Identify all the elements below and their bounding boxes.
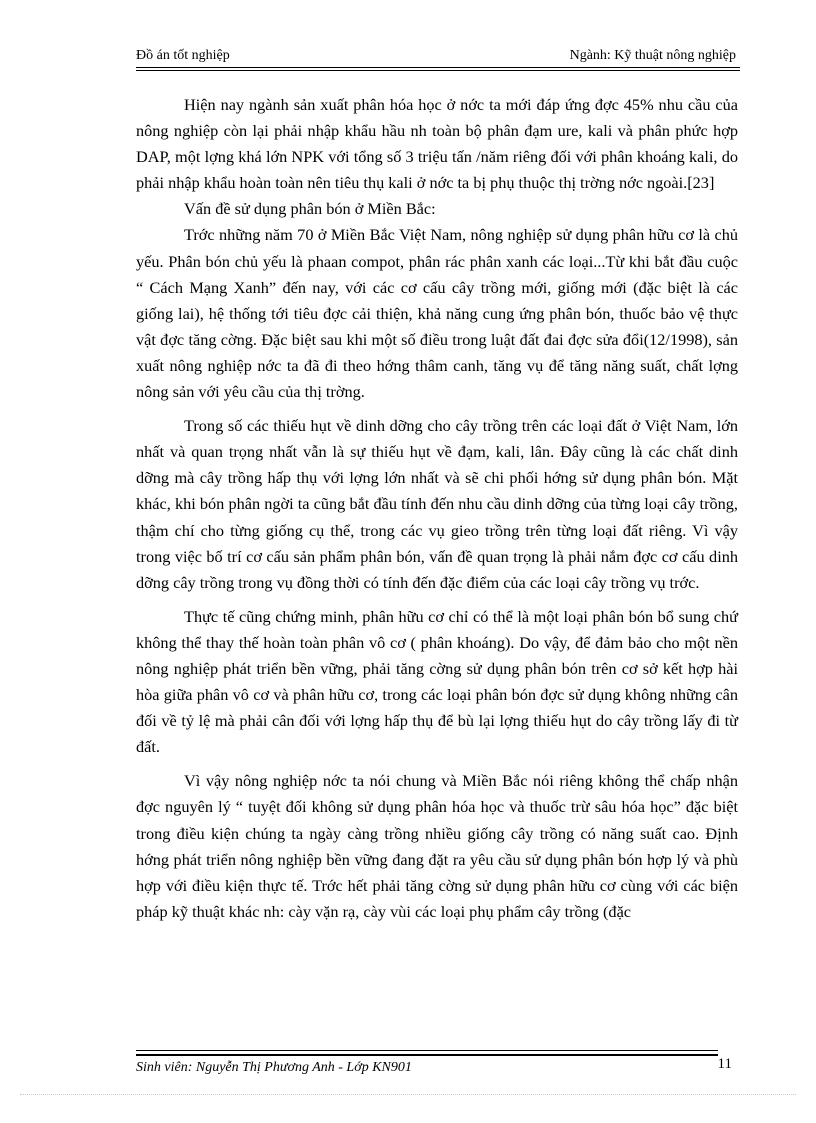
paragraph-6: Vì vậy nông nghiệp nớc ta nói chung và Miền Bắc nói riêng không thể chấp nhận đợc nguyên lý “ tuyệt đối không sử dụng phân hóa học và thuốc trừ sâu hóa học” đặc biệt trong điều kiện chúng ta ngày càng trồng nhiều giống cây trồng có năng suất cao. Định hớng phát triển nông nghiệp bền vững đang đặt ra yêu cầu sử dụng phân bón hợp lý và phù hợp với điều kiện thực tế. Trớc hết phải tăng cờng sử dụng phân hữu cơ cùng với các biện pháp kỹ thuật khác nh: cày vặn rạ, cày vùi các loại phụ phẩm cây trồng (đặc <box>136 771 738 921</box>
page-footer <box>136 1050 740 1080</box>
footer-rule-thick <box>136 1054 718 1056</box>
paragraph-5: Thực tế cũng chứng minh, phân hữu cơ chỉ có thể là một loại phân bón bổ sung chứ không thể thay thế hoàn toàn phân vô cơ ( phân khoáng). Do vậy, để đảm bảo cho một nền nông nghiệp phát triển bền vững, phải tăng cờng sử dụng phân bón trên cơ sở kết hợp hài hòa giữa phân vô cơ và phân hữu cơ, trong các loại phân bón đợc sử dụng không những cân đối về tỷ lệ mà phải cân đối với lợng hấp thụ để bù lại lợng thiếu hụt do cây trồng lấy đi từ đất. <box>136 606 738 757</box>
paragraph-4: Trong số các thiếu hụt về dinh dỡng cho cây trồng trên các loại đất ở Việt Nam, lớn nhất và quan trọng nhất vẫn là sự thiếu hụt về đạm, kali, lân. Đây cũng là các chất dinh dỡng mà cây trồng hấp thụ với lợng lớn nhất và sẽ chi phối hớng sử dụng phân bón. Mặt khác, khi bón phân ngời ta cũng bắt đầu tính đến nhu cầu dinh dỡng của từng loại cây trồng, thậm chí cho từng giống cụ thể, trong các vụ gieo trồng trên từng loại đất riêng. Vì vậy trong việc bố trí cơ cấu sản phẩm phân bón, vấn đề quan trọng là phải nắm đợc cơ cấu dinh dỡng cây trồng trong vụ đồng thời có tính đến đặc điểm của các loại cây trồng vụ trớc. <box>136 416 738 592</box>
paragraph-3: Trớc những năm 70 ở Miền Bắc Việt Nam, nông nghiệp sử dụng phân hữu cơ là chủ yếu. Phân bón chủ yếu là phaan compot, phân rác phân xanh các loại...Từ khi bắt đầu cuộc “ Cách Mạng Xanh” đến nay, với các cơ cấu cây trồng mới, giống mới (đặc biệt là các giống lai), hệ thống tới tiêu đợc cải thiện, khả năng cung ứng phân bón, thuốc bảo vệ thực vật đợc tăng cờng. Đặc biệt sau khi một số điều trong luật đất đai đợc sửa đổi(12/1998), sản xuất nông nghiệp nớc ta đã đi theo hớng thâm canh, tăng vụ để tăng năng suất, chất lợng nông sản với yêu cầu của thị trờng. <box>136 225 738 402</box>
document-body <box>136 92 738 925</box>
footer-rule <box>136 1050 718 1051</box>
header-rule-double <box>136 70 740 71</box>
page-bottom-dotted-line <box>20 1094 796 1095</box>
paragraph-1: Hiện nay ngành sản xuất phân hóa học ở nớc ta mới đáp ứng đợc 45% nhu cầu của nông nghiệp còn lại phải nhập khẩu hầu nh toàn bộ phân đạm ure, kali và phân phức hợp DAP, một lợng khá lớn NPK với tổng số 3 triệu tấn /năm riêng đối với phân khoáng kali, do phải nhập khẩu hoàn toàn nên tiêu thụ kali ở nớc ta bị phụ thuộc thị trờng nớc ngoài.[23] <box>136 95 738 193</box>
header-left-title: Đồ án tốt nghiệp <box>136 48 230 63</box>
header-right-title: Ngành: Kỹ thuật nông nghiệp <box>569 48 736 63</box>
footer-author: Sinh viên: Nguyễn Thị Phương Anh - Lớp KN901 <box>136 1060 412 1075</box>
page-number: 11 <box>717 1056 732 1072</box>
header-rule <box>136 67 740 68</box>
page-header <box>136 48 740 68</box>
paragraph-2: Vấn đề sử dụng phân bón ở Miền Bắc: <box>184 199 436 219</box>
